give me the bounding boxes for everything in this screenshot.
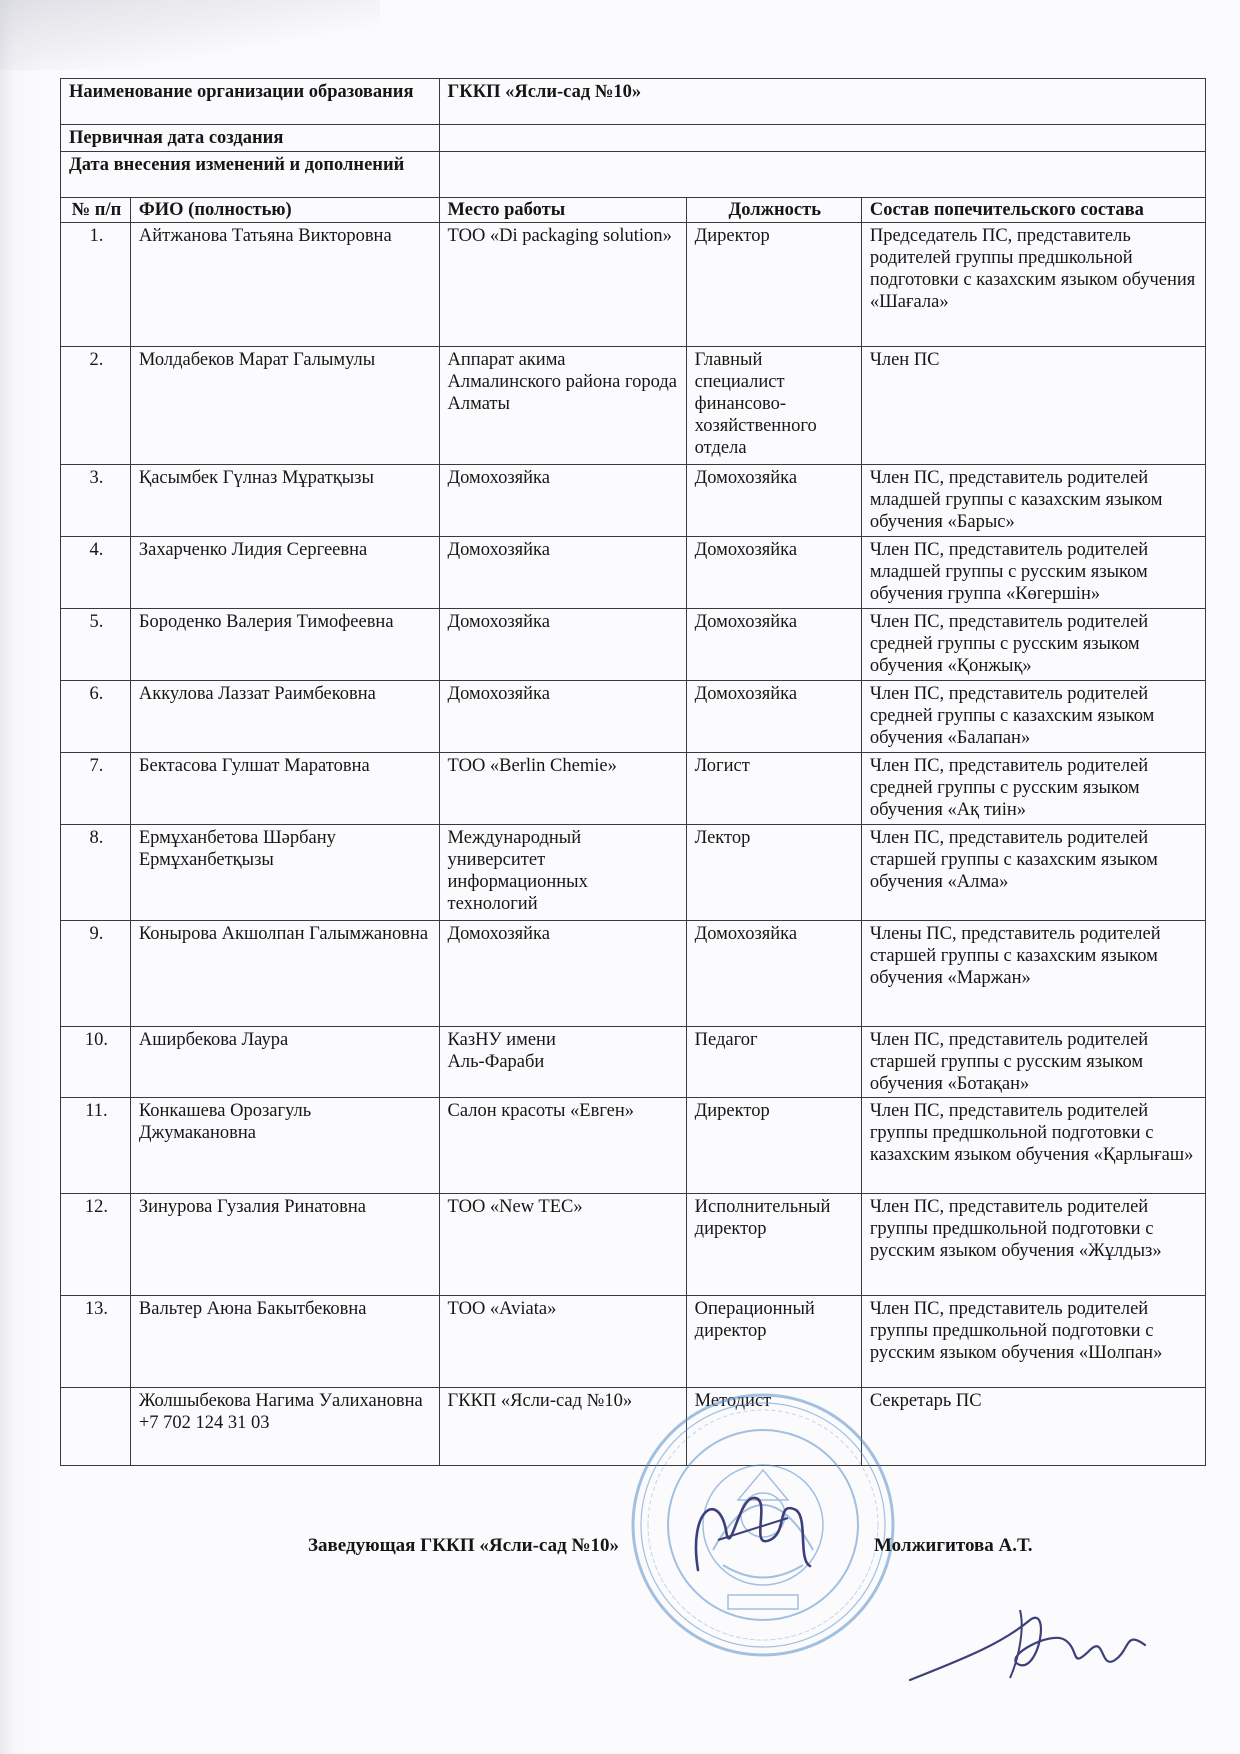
row-workplace: Домохозяйка [439, 609, 686, 681]
row-full-name: Зинурова Гузалия Ринатовна [130, 1194, 439, 1296]
row-workplace: ТОО «New TEC» [439, 1194, 686, 1296]
table-row [61, 1296, 1206, 1388]
row-number: 6. [61, 681, 131, 753]
row-board-role: Член ПС, представитель родителей средней группы с русским языком обучения «Ақ тиін» [861, 753, 1205, 825]
table-row [61, 1098, 1206, 1194]
row-number: 2. [61, 347, 131, 465]
table-row [61, 465, 1206, 537]
row-workplace: ТОО «Berlin Chemie» [439, 753, 686, 825]
table-row [61, 609, 1206, 681]
row-full-name: Бектасова Гулшат Маратовна [130, 753, 439, 825]
changes-date-row [61, 152, 1206, 198]
row-position: Директор [686, 223, 861, 347]
column-header-num: № п/п [61, 198, 131, 223]
row-number [61, 1388, 131, 1466]
created-date-value [439, 125, 1205, 152]
row-full-name: Айтжанова Татьяна Викторовна [130, 223, 439, 347]
row-number: 8. [61, 825, 131, 921]
row-full-name: Захарченко Лидия Сергеевна [130, 537, 439, 609]
row-position: Логист [686, 753, 861, 825]
column-header-row [61, 198, 1206, 223]
row-number: 10. [61, 1027, 131, 1098]
row-number: 7. [61, 753, 131, 825]
row-number: 5. [61, 609, 131, 681]
created-date-row [61, 125, 1206, 152]
table-row [61, 825, 1206, 921]
table-row [61, 681, 1206, 753]
row-board-role: Член ПС, представитель родителей группы предшкольной подготовки с русским языком обучения «Шолпан» [861, 1296, 1205, 1388]
signature-line [0, 1535, 1240, 1575]
row-board-role: Член ПС, представитель родителей младшей группы с русским языком обучения группа «Көгершін» [861, 537, 1205, 609]
row-board-role: Член ПС, представитель родителей старшей группы с казахским языком обучения «Алма» [861, 825, 1205, 921]
row-full-name: Аширбекова Лаура [130, 1027, 439, 1098]
row-position: Главный специалист финансово-хозяйственного отдела [686, 347, 861, 465]
row-board-role: Член ПС, представитель родителей средней группы с казахским языком обучения «Балапан» [861, 681, 1205, 753]
row-board-role: Член ПС, представитель родителей младшей группы с казахским языком обучения «Барыс» [861, 465, 1205, 537]
row-workplace: Домохозяйка [439, 537, 686, 609]
table-row [61, 921, 1206, 1027]
row-number: 12. [61, 1194, 131, 1296]
table-row [61, 1194, 1206, 1296]
row-full-name: Бороденко Валерия Тимофеевна [130, 609, 439, 681]
row-number: 3. [61, 465, 131, 537]
row-board-role: Член ПС, представитель родителей группы предшкольной подготовки с казахским языком обучения «Қарлығаш» [861, 1098, 1205, 1194]
changes-date-label: Дата внесения изменений и дополнений [61, 152, 440, 198]
row-full-name: Конырова Акшолпан Галымжановна [130, 921, 439, 1027]
table-row [61, 347, 1206, 465]
trustees-table [60, 78, 1206, 1466]
row-workplace: КазНУ имени Аль-Фараби [439, 1027, 686, 1098]
row-full-name: Жолшыбекова Нагима Уалихановна +7 702 124 31 03 [130, 1388, 439, 1466]
row-position: Домохозяйка [686, 681, 861, 753]
row-full-name: Молдабеков Марат Галымулы [130, 347, 439, 465]
row-board-role: Член ПС, представитель родителей средней группы с русским языком обучения «Қонжық» [861, 609, 1205, 681]
row-position: Лектор [686, 825, 861, 921]
row-position: Методист [686, 1388, 861, 1466]
paper-fold [0, 0, 380, 70]
row-full-name: Конкашева Орозагуль Джумакановна [130, 1098, 439, 1194]
signer-title: Заведующая ГККП «Ясли-сад №10» [308, 1535, 620, 1556]
org-name-row [61, 79, 1206, 125]
row-full-name: Қасымбек Гүлназ Мұратқызы [130, 465, 439, 537]
row-workplace: ТОО «Di packaging solution» [439, 223, 686, 347]
row-position: Операционный директор [686, 1296, 861, 1388]
row-number: 1. [61, 223, 131, 347]
row-full-name: Ермұханбетова Шәрбану Ермұханбетқызы [130, 825, 439, 921]
row-board-role: Член ПС, представитель родителей группы предшкольной подготовки с русским языком обучения «Жұлдыз» [861, 1194, 1205, 1296]
column-header-role: Состав попечительского состава [861, 198, 1205, 223]
row-full-name: Аккулова Лаззат Раимбековна [130, 681, 439, 753]
row-full-name: Вальтер Аюна Бакытбековна [130, 1296, 439, 1388]
row-number: 4. [61, 537, 131, 609]
row-board-role: Член ПС [861, 347, 1205, 465]
row-position: Домохозяйка [686, 609, 861, 681]
row-number: 13. [61, 1296, 131, 1388]
row-board-role: Член ПС, представитель родителей старшей группы с русским языком обучения «Ботақан» [861, 1027, 1205, 1098]
row-position: Директор [686, 1098, 861, 1194]
row-workplace: ТОО «Aviata» [439, 1296, 686, 1388]
table-row [61, 1027, 1206, 1098]
row-workplace: Международный университет информационных технологий [439, 825, 686, 921]
row-workplace: ГККП «Ясли-сад №10» [439, 1388, 686, 1466]
column-header-work: Место работы [439, 198, 686, 223]
org-name-label: Наименование организации образования [61, 79, 440, 125]
org-name-value: ГККП «Ясли-сад №10» [439, 79, 1205, 125]
row-workplace: Аппарат акима Алмалинского района города Алматы [439, 347, 686, 465]
table-row [61, 537, 1206, 609]
row-position: Исполнительный директор [686, 1194, 861, 1296]
row-number: 9. [61, 921, 131, 1027]
second-signature [900, 1590, 1160, 1700]
row-workplace: Домохозяйка [439, 465, 686, 537]
column-header-name: ФИО (полностью) [130, 198, 439, 223]
row-workplace: Домохозяйка [439, 921, 686, 1027]
column-header-position: Должность [686, 198, 861, 223]
table-row [61, 753, 1206, 825]
signer-name: Молжигитова А.Т. [874, 1535, 1033, 1556]
trustees-rows [61, 223, 1206, 1466]
row-position: Домохозяйка [686, 537, 861, 609]
row-position: Домохозяйка [686, 465, 861, 537]
row-position: Педагог [686, 1027, 861, 1098]
row-position: Домохозяйка [686, 921, 861, 1027]
row-workplace: Домохозяйка [439, 681, 686, 753]
row-board-role: Председатель ПС, представитель родителей группы предшкольной подготовки с казахским языком обучения «Шағала» [861, 223, 1205, 347]
table-row [61, 223, 1206, 347]
changes-date-value [439, 152, 1205, 198]
row-board-role: Секретарь ПС [861, 1388, 1205, 1466]
created-date-label: Первичная дата создания [61, 125, 440, 152]
row-number: 11. [61, 1098, 131, 1194]
row-workplace: Салон красоты «Евген» [439, 1098, 686, 1194]
row-board-role: Члены ПС, представитель родителей старшей группы с казахским языком обучения «Маржан» [861, 921, 1205, 1027]
